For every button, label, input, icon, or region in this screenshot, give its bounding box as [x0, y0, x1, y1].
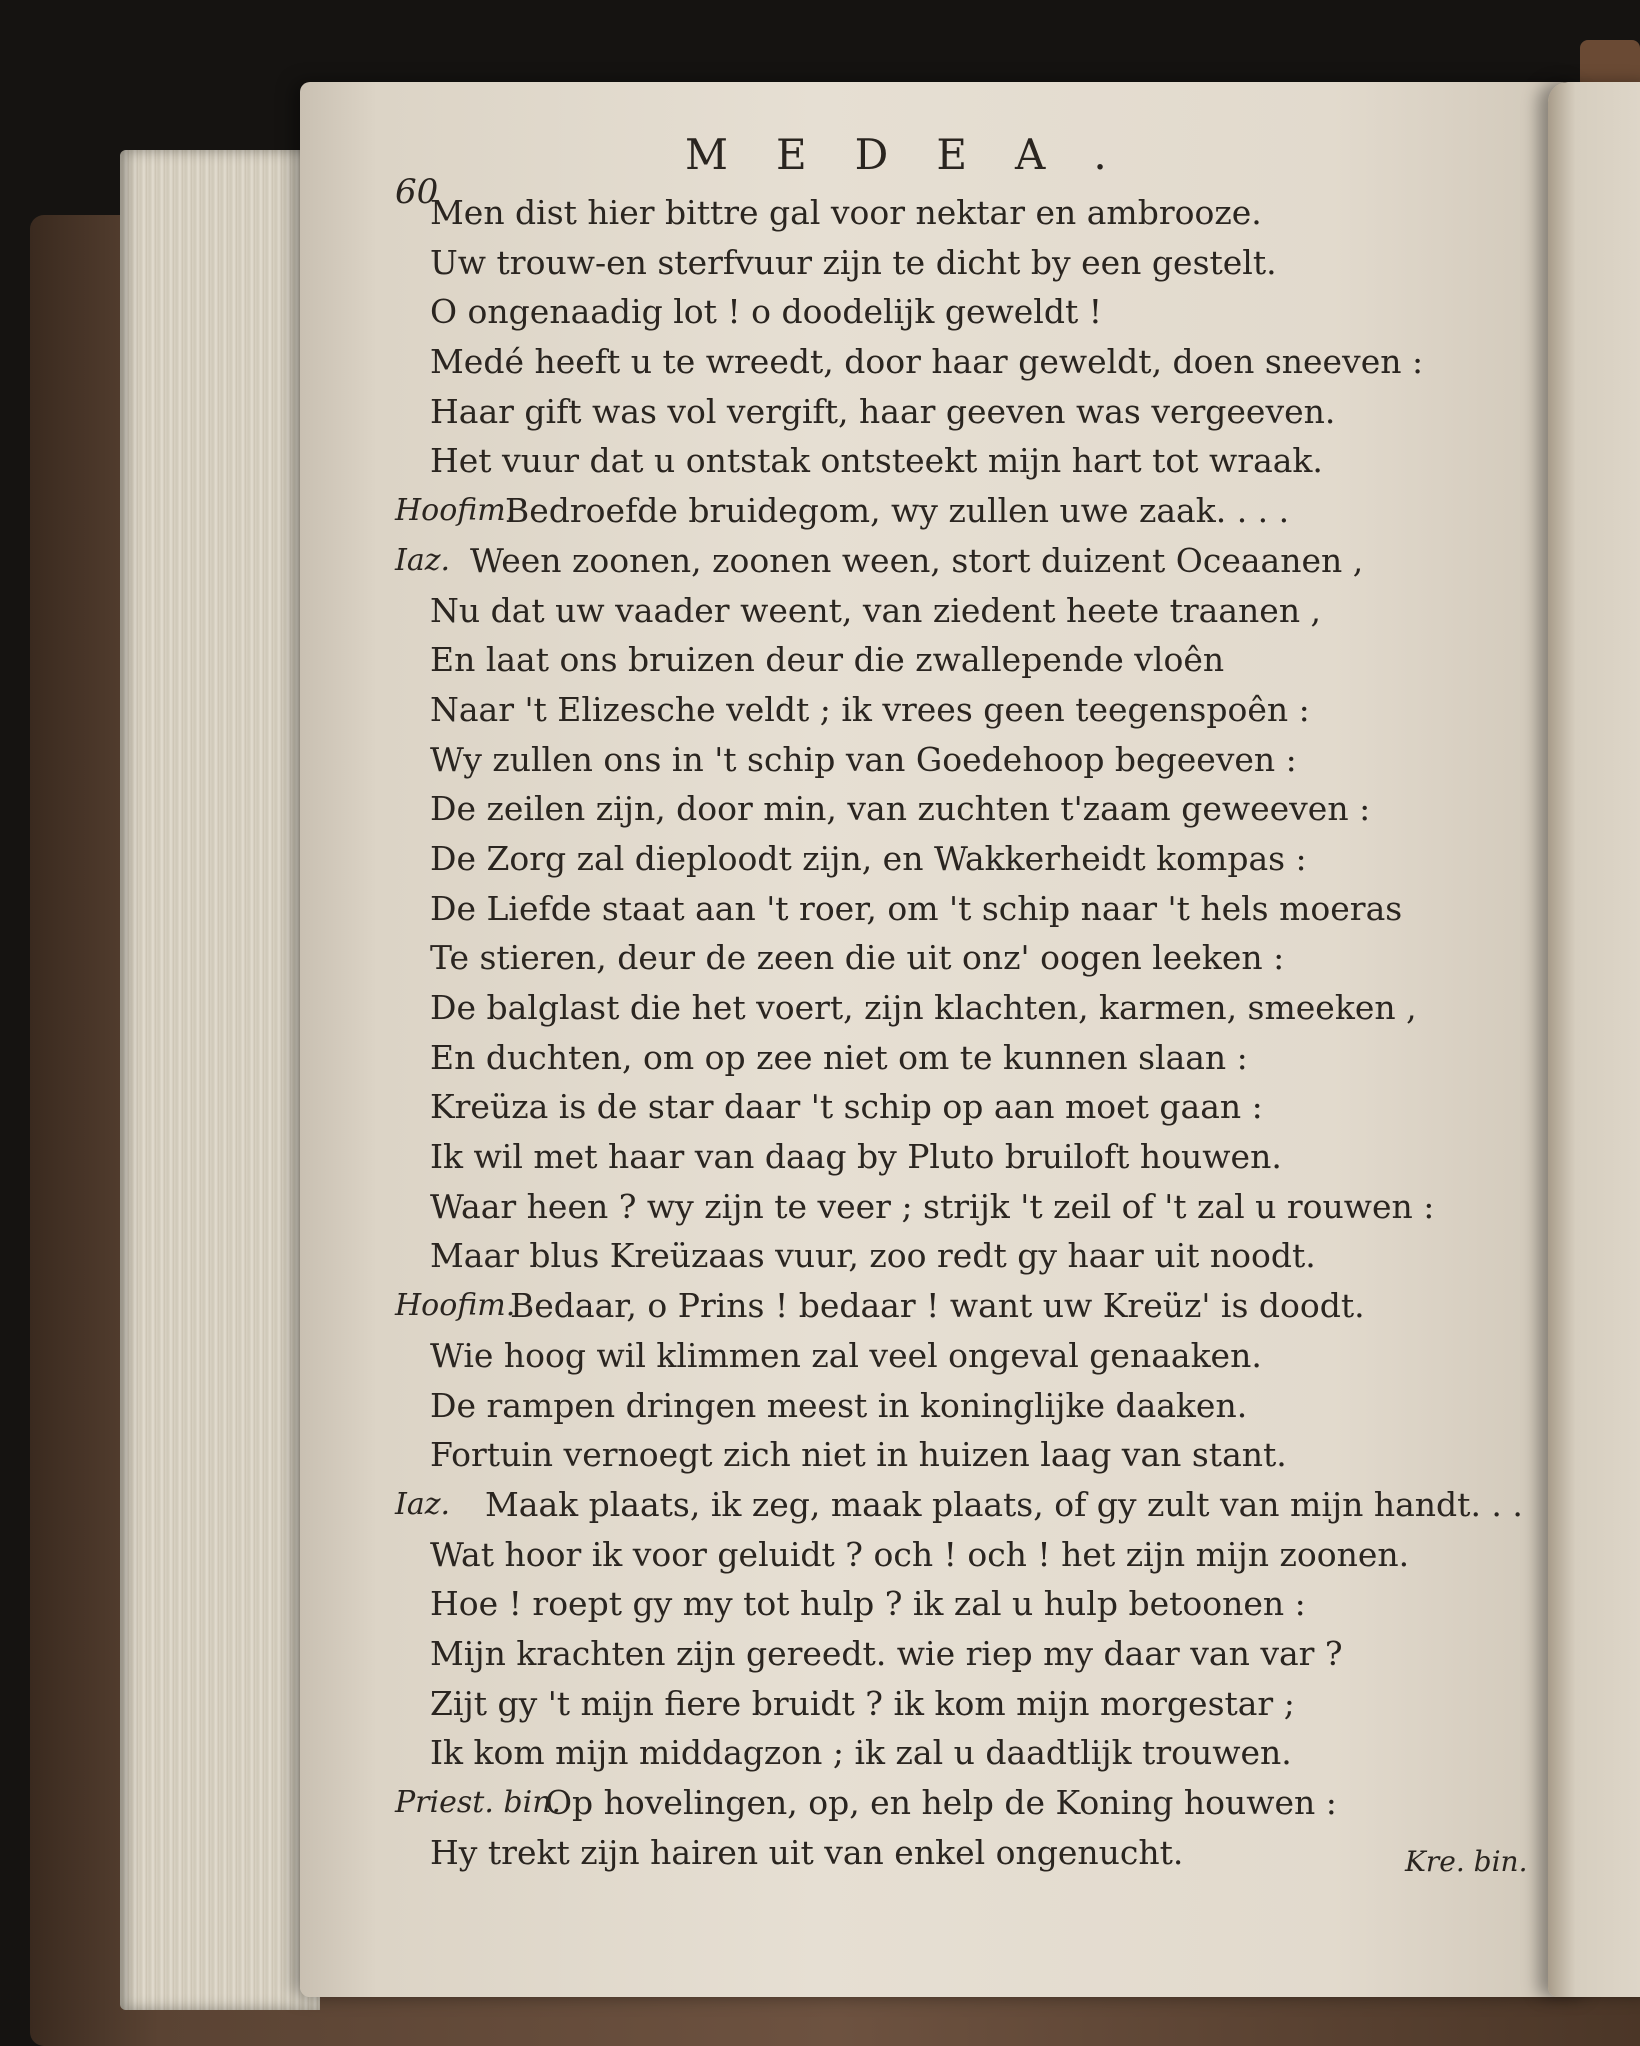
verse-text: Maak plaats, ik zeg, maak plaats, of gy zult van mijn handt. . .: [485, 1484, 1523, 1524]
verse-text: Wy zullen ons in 't schip van Goedehoop begeeven :: [430, 739, 1297, 779]
speaker-label: Iaz.: [395, 1486, 451, 1522]
verse-line: [395, 1430, 1545, 1480]
speaker-label: Priest. bin.: [395, 1785, 562, 1820]
verse-line: [395, 1579, 1545, 1629]
verse-text: Uw trouw-en sterfvuur zijn te dicht by een gestelt.: [430, 242, 1277, 282]
verse-line: [395, 337, 1545, 387]
verse-text: De Zorg zal dieploodt zijn, en Wakkerheidt kompas :: [430, 838, 1307, 878]
running-title: MEDEA.: [685, 130, 1155, 179]
verse-text: De Liefde staat aan 't roer, om 't schip naar 't hels moeras: [430, 888, 1403, 928]
verse-line: [395, 1281, 1545, 1331]
verse-text: Bedroefde bruidegom, wy zullen uwe zaak. . . .: [505, 491, 1290, 531]
verse-line: [395, 1629, 1545, 1679]
verse-text: Mijn krachten zijn gereedt. wie riep my daar van var ?: [430, 1633, 1343, 1673]
verse-text: Te stieren, deur de zeen die uit onz' oogen leeken :: [430, 938, 1285, 978]
verse-line: [395, 1679, 1545, 1729]
verse-text: Waar heen ? wy zijn te veer ; strijk 't zeil of 't zal u rouwen :: [430, 1186, 1435, 1226]
verse-text: Men dist hier bittre gal voor nektar en ambrooze.: [430, 193, 1262, 232]
verse-line: [395, 1331, 1545, 1381]
verse-text: De zeilen zijn, door min, van zuchten t'zaam geweeven :: [430, 789, 1371, 829]
speaker-label: Hoofim.: [395, 1288, 516, 1324]
verse-line: [395, 436, 1545, 486]
verse-line: [395, 1182, 1545, 1232]
verse-text: Nu dat uw vaader weent, van ziedent heete traanen ,: [430, 590, 1322, 630]
verse-line: [395, 784, 1545, 834]
speaker-label: Hoofim.: [395, 493, 516, 529]
verse-text: Wie hoog wil klimmen zal veel ongeval genaaken.: [430, 1335, 1262, 1375]
verse-line: [395, 1082, 1545, 1132]
verse-line: [395, 933, 1545, 983]
verse-line: [395, 1728, 1545, 1778]
verse-line: [395, 1778, 1545, 1828]
verse-text: Fortuin vernoegt zich niet in huizen laag van stant.: [430, 1435, 1287, 1475]
verse-text: Maar blus Kreüzaas vuur, zoo redt gy haar uit noodt.: [430, 1236, 1316, 1276]
verse-text: Naar 't Elizesche veldt ; ik vrees geen teegenspoên :: [430, 689, 1310, 729]
verse-text: Het vuur dat u ontstak ontsteekt mijn hart tot wraak.: [430, 441, 1323, 481]
verse-line: [395, 287, 1545, 337]
verse-line: [395, 188, 1545, 238]
verse-line: [395, 1033, 1545, 1083]
verse-line: [395, 536, 1545, 586]
verse-text: Ween zoonen, zoonen ween, stort duizent Oceaanen ,: [470, 540, 1364, 580]
verse-text: En laat ons bruizen deur die zwallepende vloên: [430, 640, 1225, 680]
verse-line: [395, 486, 1545, 536]
verse-text: Ik kom mijn middagzon ; ik zal u daadtlijk trouwen.: [430, 1733, 1292, 1773]
page-header: [395, 130, 1545, 212]
page-number: 60: [395, 172, 439, 212]
verse-text: Kreüza is de star daar 't schip op aan moet gaan :: [430, 1087, 1263, 1127]
verse-line: [395, 1480, 1545, 1530]
verse-line: [395, 635, 1545, 685]
verse-line: [395, 735, 1545, 785]
verse-line: [395, 1381, 1545, 1431]
verse-text: Zijt gy 't mijn fiere bruidt ? ik kom mijn morgestar ;: [430, 1683, 1295, 1723]
page-edges: [120, 150, 320, 2010]
verse-text: En duchten, om op zee niet om te kunnen slaan :: [430, 1037, 1248, 1077]
verse-text: O ongenaadig lot ! o doodelijk geweldt !: [430, 292, 1102, 332]
verse-text: Haar gift was vol vergift, haar geeven was vergeeven.: [430, 391, 1336, 431]
verse-text: Wat hoor ik voor geluidt ? och ! och ! het zijn mijn zoonen.: [430, 1534, 1410, 1574]
verse-text: Medé heeft u te wreedt, door haar geweldt, doen sneeven :: [430, 342, 1424, 382]
verse-line: [395, 834, 1545, 884]
verse-line: [395, 685, 1545, 735]
verse-line: [395, 238, 1545, 288]
verse-text: De balglast die het voert, zijn klachten, karmen, smeeken ,: [430, 988, 1417, 1027]
verse-text: Hy trekt zijn hairen uit van enkel ongenucht.: [430, 1832, 1184, 1872]
verse-line: [395, 1231, 1545, 1281]
verse-text: Hoe ! roept gy my tot hulp ? ik zal u hulp betoonen :: [430, 1584, 1306, 1624]
verse-line: [395, 1828, 1545, 1878]
verse-line: [395, 983, 1545, 1033]
verse-line: [395, 1530, 1545, 1580]
verse-text: Op hovelingen, op, en help de Koning houwen :: [545, 1783, 1337, 1822]
verse-text: Bedaar, o Prins ! bedaar ! want uw Kreüz' is doodt.: [510, 1286, 1365, 1326]
verse-text: De rampen dringen meest in koninglijke daaken.: [430, 1385, 1248, 1425]
speaker-label: Iaz.: [395, 542, 451, 578]
verse-line: [395, 1132, 1545, 1182]
verse-line: [395, 387, 1545, 437]
verse-line: [395, 884, 1545, 934]
verse-lines: [395, 188, 1545, 1877]
catchword: Kre. bin.: [1405, 1845, 1528, 1878]
verse-text: Ik wil met haar van daag by Pluto bruiloft houwen.: [430, 1137, 1282, 1177]
facing-page-edge: [1548, 82, 1640, 1997]
verse-line: [395, 586, 1545, 636]
